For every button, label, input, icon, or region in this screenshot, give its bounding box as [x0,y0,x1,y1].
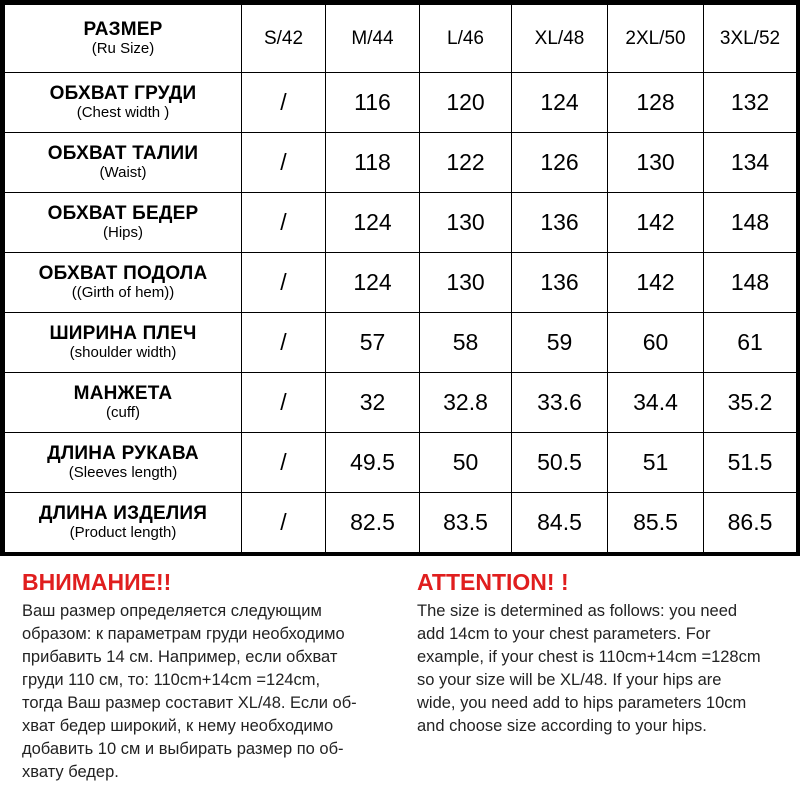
note-russian [22,568,407,784]
value-cell: 35.2 [704,373,797,433]
header-label-cell [5,5,242,73]
value-cell: 57 [326,313,420,373]
row-label-en: (Sleeves length) [68,464,178,481]
size-header-cell: L/46 [420,5,512,73]
note-ru-title: ВНИМАНИЕ!! [22,569,172,595]
row-label-ru: ДЛИНА ИЗДЕЛИЯ [38,503,208,524]
row-label-cell [5,73,242,133]
table-row [5,193,797,253]
row-label-ru: МАНЖЕТА [73,383,173,404]
value-cell: 51 [608,433,704,493]
row-label-ru: ОБХВАТ ТАЛИИ [47,143,199,164]
value-cell: / [242,73,326,133]
header-label-ru: РАЗМЕР [83,19,163,40]
value-cell: 34.4 [608,373,704,433]
row-label-cell [5,493,242,553]
header-row [5,5,797,73]
table-row [5,433,797,493]
size-header-cell: 2XL/50 [608,5,704,73]
value-cell: 142 [608,193,704,253]
value-cell: 142 [608,253,704,313]
table-row [5,253,797,313]
value-cell: / [242,493,326,553]
value-cell: 32.8 [420,373,512,433]
row-label-en: (Hips) [103,224,143,241]
value-cell: 58 [420,313,512,373]
row-label-en: (Waist) [99,164,147,181]
row-label-ru: ОБХВАТ БЕДЕР [47,203,199,224]
value-cell: 132 [704,73,797,133]
value-cell: 118 [326,133,420,193]
value-cell: 124 [326,253,420,313]
value-cell: 130 [608,133,704,193]
value-cell: 124 [512,73,608,133]
row-label-cell [5,253,242,313]
row-label-cell [5,193,242,253]
value-cell: / [242,433,326,493]
value-cell: / [242,193,326,253]
size-chart-table [4,4,797,553]
table-row [5,313,797,373]
note-ru-text: Ваш размер определяется следующим образом: к параметрам груди необходимо прибавить 14 см. Например, если обхват груди 110 см, то: 110cm+14cm =124cm, тогда Ваш размер составит XL/48. Если об- хват бедер широкий, к нему необходимо добавить 10 см и выбирать размер по об- хвату бедер. [22,602,357,781]
table-row [5,373,797,433]
row-label-ru: ОБХВАТ ГРУДИ [49,83,197,104]
value-cell: 130 [420,253,512,313]
value-cell: 50 [420,433,512,493]
value-cell: 120 [420,73,512,133]
value-cell: 122 [420,133,512,193]
row-label-en: (Product length) [69,524,177,541]
value-cell: 126 [512,133,608,193]
size-header-cell: M/44 [326,5,420,73]
value-cell: / [242,133,326,193]
row-label-en: ((Girth of hem)) [71,284,175,301]
value-cell: 32 [326,373,420,433]
value-cell: 148 [704,193,797,253]
value-cell: 134 [704,133,797,193]
value-cell: / [242,253,326,313]
value-cell: 116 [326,73,420,133]
value-cell: 124 [326,193,420,253]
row-label-ru: ОБХВАТ ПОДОЛА [38,263,208,284]
value-cell: 84.5 [512,493,608,553]
value-cell: 61 [704,313,797,373]
value-cell: 82.5 [326,493,420,553]
row-label-cell [5,433,242,493]
header-label-en: (Ru Size) [91,40,155,57]
row-label-ru: ДЛИНА РУКАВА [47,443,199,464]
row-label-cell [5,313,242,373]
value-cell: 83.5 [420,493,512,553]
value-cell: 86.5 [704,493,797,553]
row-label-en: (shoulder width) [69,344,177,361]
value-cell: 128 [608,73,704,133]
table-row [5,133,797,193]
table-row [5,73,797,133]
value-cell: 50.5 [512,433,608,493]
value-cell: 59 [512,313,608,373]
value-cell: 136 [512,253,608,313]
notes-section [0,556,800,800]
row-label-cell [5,373,242,433]
value-cell: 130 [420,193,512,253]
row-label-en: (Chest width ) [76,104,170,121]
row-label-cell [5,133,242,193]
table-row [5,493,797,553]
value-cell: 51.5 [704,433,797,493]
value-cell: 33.6 [512,373,608,433]
value-cell: 49.5 [326,433,420,493]
note-en-text: The size is determined as follows: you need add 14cm to your chest parameters. For example, if your chest is 110cm+14cm =128cm so your size will be XL/48. If your hips are wide, you need add to hips parameters 10cm and choose size according to your hips. [417,602,761,735]
note-en-title: ATTENTION! ! [417,569,569,595]
value-cell: 148 [704,253,797,313]
value-cell: 85.5 [608,493,704,553]
value-cell: 60 [608,313,704,373]
size-header-cell: XL/48 [512,5,608,73]
value-cell: 136 [512,193,608,253]
row-label-en: (cuff) [106,404,140,421]
row-label-ru: ШИРИНА ПЛЕЧ [49,323,197,344]
size-header-cell: S/42 [242,5,326,73]
size-header-cell: 3XL/52 [704,5,797,73]
note-english [417,568,797,738]
value-cell: / [242,313,326,373]
value-cell: / [242,373,326,433]
